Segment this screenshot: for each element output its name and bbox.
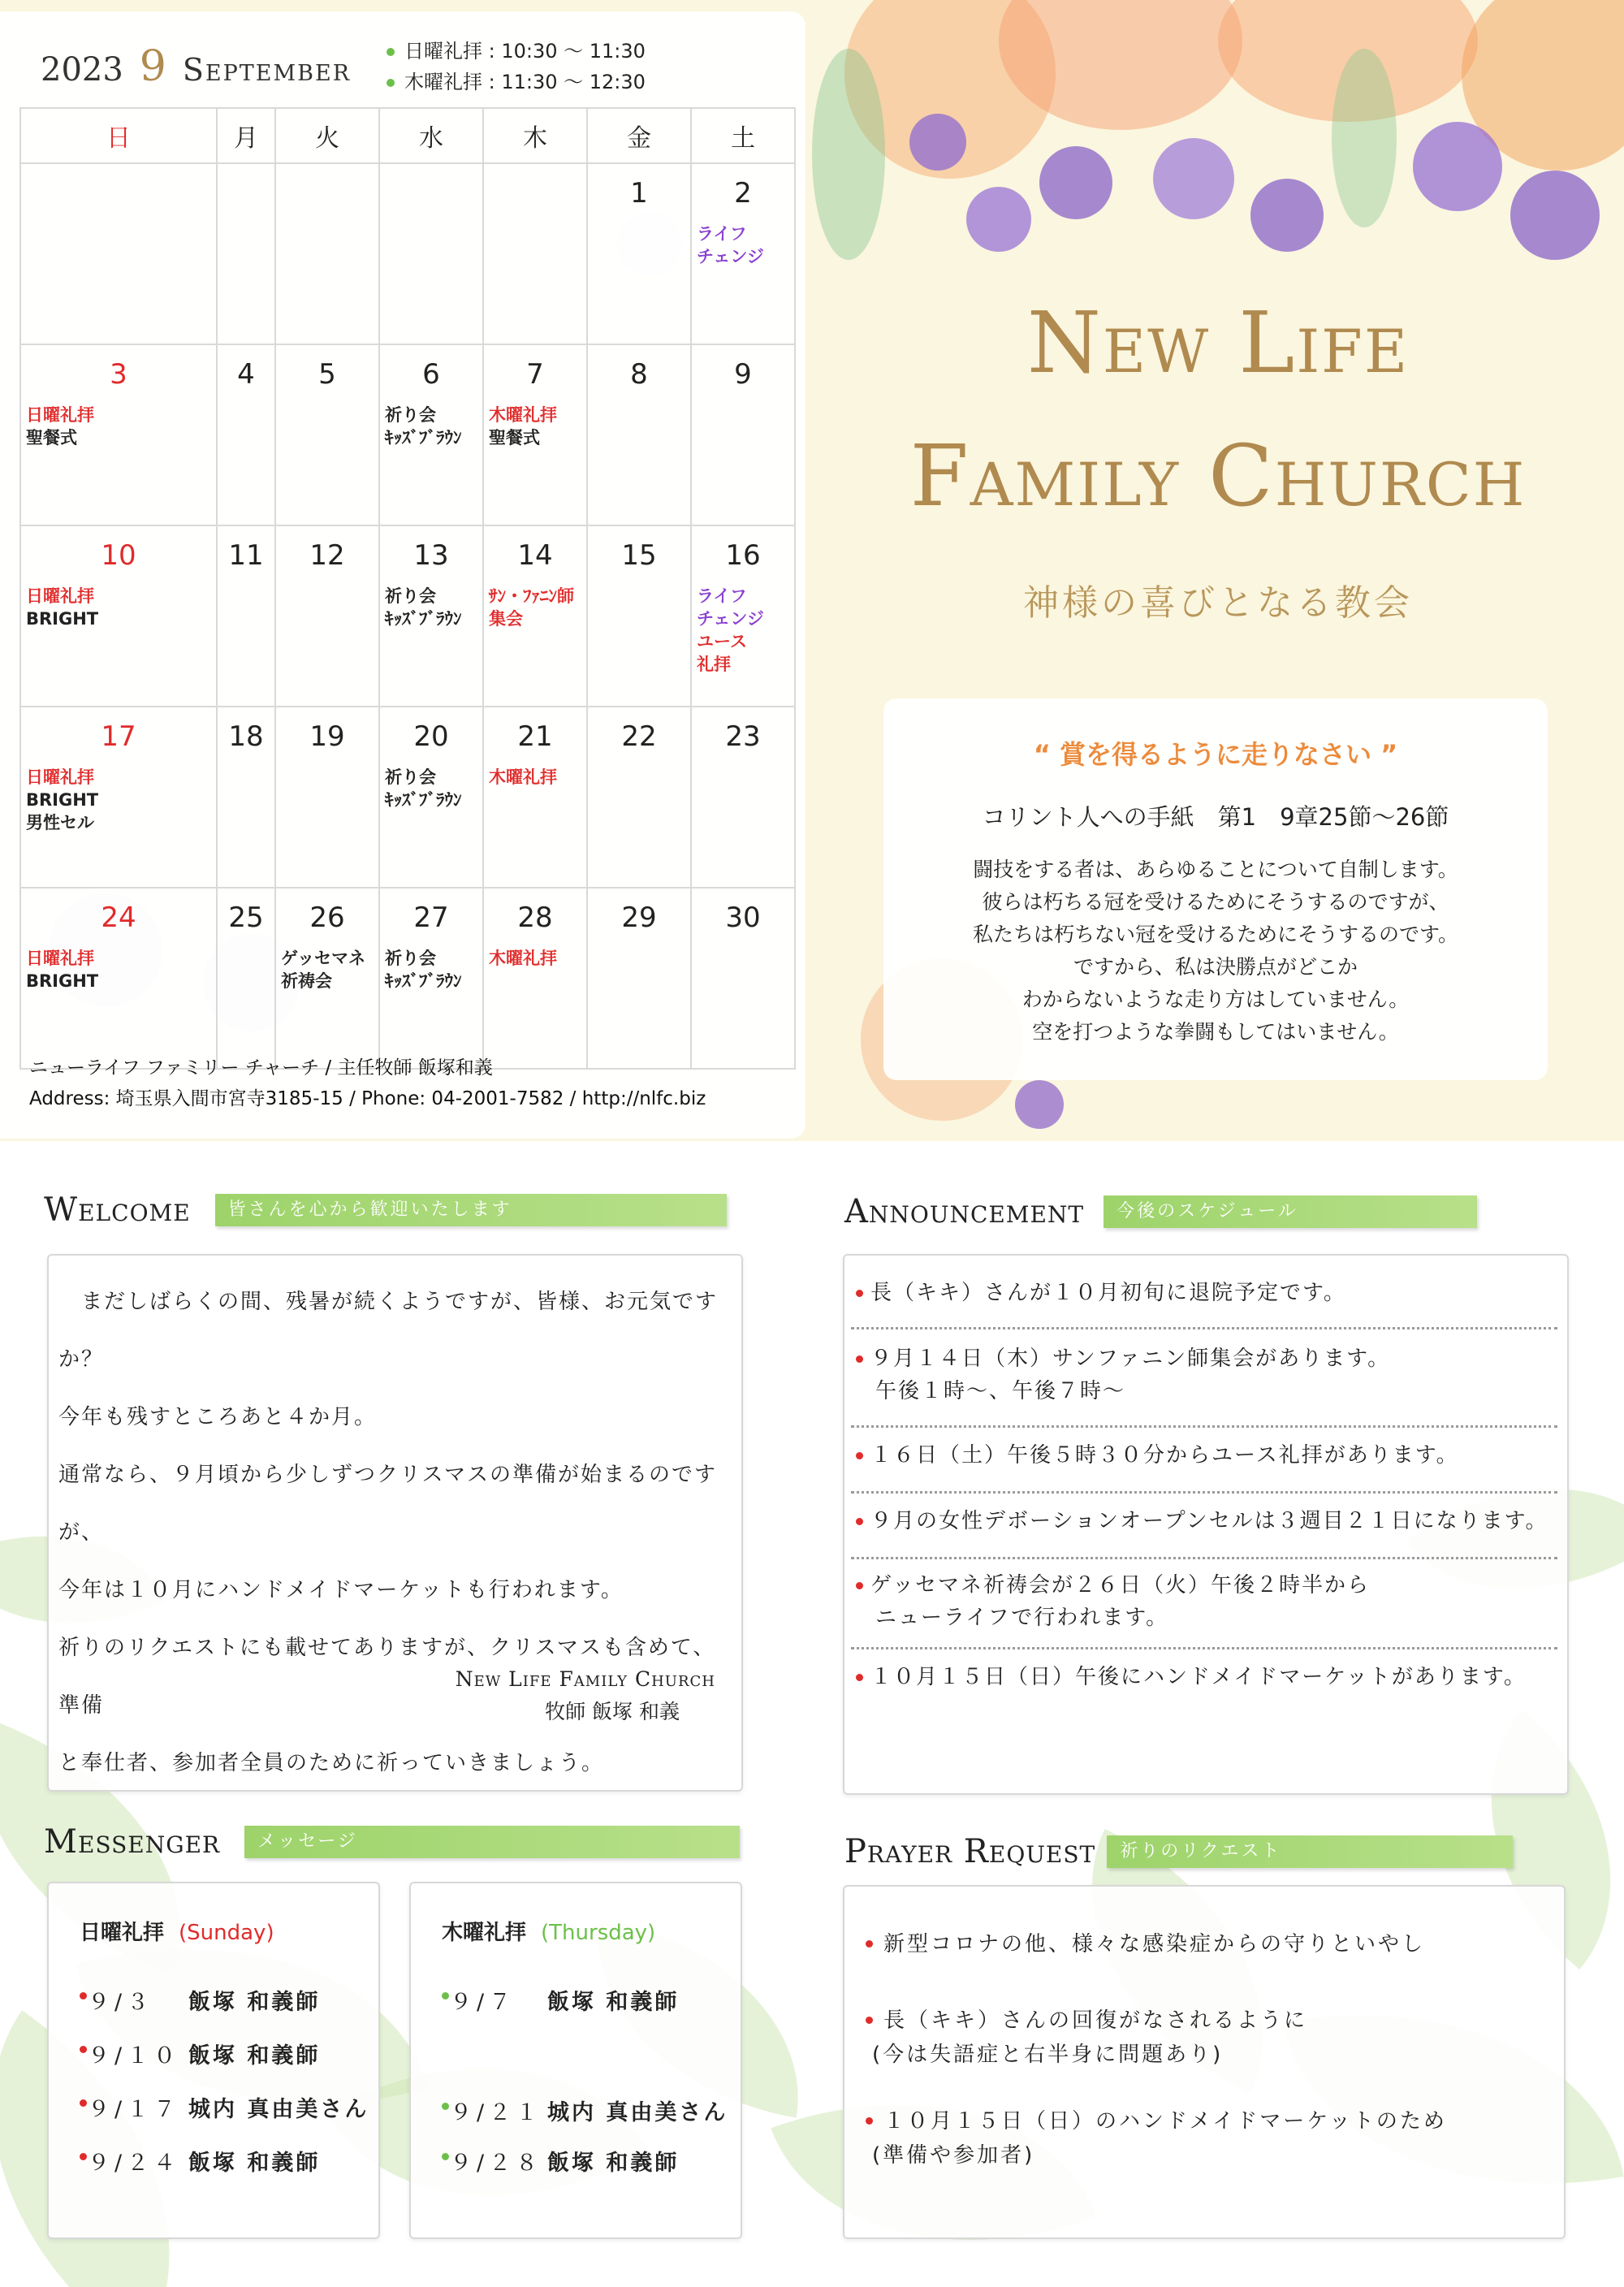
church-title	[885, 276, 1551, 543]
calendar-event: ライフ	[697, 224, 747, 244]
verse-card	[883, 698, 1548, 1080]
church-title-line1: New Life	[1026, 293, 1410, 392]
sunday-messenger-name: 飯塚 和義師	[188, 1990, 321, 2015]
calendar-event: ユース	[697, 632, 747, 651]
day-number: 8	[630, 358, 648, 391]
welcome-header	[44, 1191, 727, 1229]
calendar-event: ライフ	[697, 586, 747, 606]
calendar-event: 礼拝	[697, 655, 731, 674]
sunday-date: ９/１０	[88, 2043, 181, 2069]
calendar-week-row	[20, 525, 795, 707]
sunday-date: ９/２４	[88, 2151, 181, 2176]
calendar-event: 男性セル	[26, 813, 94, 832]
day-number: 27	[413, 901, 449, 934]
announcement-line: ゲッセマネ祈祷会が２６日（火）午後２時半から	[870, 1573, 1370, 1597]
announcement-line: ニューライフで行われます。	[875, 1606, 1169, 1630]
weekday-header-row	[20, 108, 795, 163]
calendar-grid	[19, 107, 796, 1070]
day-number: 29	[621, 901, 657, 934]
welcome-line: 祈りのリクエストにも載せてありますが、クリスマスも含めて、準備	[58, 1636, 716, 1718]
sunday-date: ９/３	[88, 1990, 154, 2015]
church-title-line2: Family Church	[909, 426, 1527, 525]
calendar-day-cell	[217, 344, 275, 525]
weekday-5: 金	[587, 108, 691, 163]
thursday-date: ９/７	[450, 1990, 516, 2015]
day-number: 26	[309, 901, 345, 934]
day-number: 18	[228, 720, 264, 753]
calendar-day-cell	[20, 707, 217, 888]
calendar-day-cell	[483, 525, 587, 707]
day-number: 25	[228, 901, 264, 934]
calendar-day-cell	[275, 888, 379, 1069]
bullet-icon	[856, 1518, 863, 1525]
day-number: 23	[725, 720, 761, 753]
calendar-day-cell	[483, 888, 587, 1069]
church-subtitle: 神様の喜びとなる教会	[1023, 582, 1413, 624]
day-number: 15	[621, 539, 657, 572]
messenger-sunday-box	[47, 1882, 380, 2239]
bullet-icon	[856, 1290, 863, 1297]
announcement-line: ９月の女性デボーションオープンセルは３週目２１日になります。	[870, 1509, 1548, 1533]
calendar-event: チェンジ	[697, 247, 764, 266]
day-number: 16	[725, 539, 761, 572]
calendar-event: 木曜礼拝	[489, 949, 557, 968]
bullet-icon	[856, 1355, 863, 1363]
calendar-event: 日曜礼拝	[26, 767, 94, 787]
thursday-messenger-name: 飯塚 和義師	[547, 2151, 680, 2176]
bullet-icon	[442, 2153, 449, 2160]
prayer-item	[872, 2104, 1447, 2172]
sunday-messenger-name: 飯塚 和義師	[188, 2151, 321, 2176]
prayer-item	[872, 2004, 1307, 2072]
day-number: 14	[517, 539, 553, 572]
calendar-day-cell	[691, 344, 795, 525]
calendar-event: 日曜礼拝	[26, 949, 94, 968]
announcement-item	[851, 1269, 1557, 1329]
sunday-messenger-name: 城内 真由美さん	[188, 2097, 369, 2122]
calendar-day-cell	[691, 163, 795, 344]
day-number: 24	[101, 901, 136, 934]
calendar-event: ｷｯｽﾞﾌﾞﾗｳﾝ	[385, 971, 462, 991]
day-number: 17	[101, 720, 136, 753]
announcement-line: １０月１５日（日）午後にハンドメイドマーケットがあります。	[870, 1665, 1527, 1689]
verse-reference: コリント人への手紙 第1 9章25節～26節	[982, 803, 1449, 831]
calendar-day-cell	[275, 344, 379, 525]
day-number: 13	[413, 539, 449, 572]
church-contact-footer	[29, 1053, 706, 1114]
calendar-event: 聖餐式	[26, 428, 77, 447]
calendar-event: ｷｯｽﾞﾌﾞﾗｳﾝ	[385, 790, 462, 810]
prayer-line: 長（キキ）さんの回復がなされるように	[883, 2008, 1308, 2033]
bullet-icon	[866, 2117, 873, 2125]
messenger-title: Messenger	[44, 1823, 221, 1861]
sunday-messenger-row	[88, 1984, 320, 2016]
prayer-header	[844, 1833, 1513, 1870]
bullet-icon	[856, 1582, 863, 1589]
welcome-line: まだしばらくの間、残暑が続くようですが、皆様、お元気ですか？	[58, 1290, 719, 1372]
bullet-icon	[80, 2046, 87, 2053]
calendar-day-cell	[587, 344, 691, 525]
calendar-day-cell	[691, 525, 795, 707]
thursday-messenger-name: 城内 真由美さん	[547, 2100, 728, 2125]
welcome-box	[47, 1254, 743, 1792]
announcement-title: Announcement	[844, 1193, 1085, 1230]
calendar-event: ｻﾝ・ﾌｧﾆﾝ師	[489, 586, 574, 606]
weekday-2: 火	[275, 108, 379, 163]
day-number: 4	[237, 358, 255, 391]
calendar-day-cell	[20, 888, 217, 1069]
calendar-day-cell	[379, 344, 483, 525]
calendar-event: 集会	[489, 609, 523, 629]
calendar-week-row	[20, 344, 795, 525]
thursday-messenger-row	[450, 2095, 728, 2126]
sunday-messenger-row	[88, 2145, 320, 2177]
calendar-event: ｷｯｽﾞﾌﾞﾗｳﾝ	[385, 609, 462, 629]
day-number: 3	[110, 358, 127, 391]
weekday-0: 日	[20, 108, 217, 163]
day-number: 6	[422, 358, 440, 391]
calendar-day-cell	[587, 888, 691, 1069]
day-number: 30	[725, 901, 761, 934]
announcement-header	[844, 1193, 1477, 1230]
calendar-day-cell	[587, 707, 691, 888]
service-times	[387, 36, 646, 97]
prayer-line: １０月１５日（日）のハンドメイドマーケットのため	[883, 2109, 1447, 2134]
announcement-box	[843, 1254, 1569, 1795]
calendar-event: BRIGHT	[26, 609, 99, 629]
verse-line: 彼らは朽ちる冠を受けるためにそうするのですが、	[982, 890, 1449, 914]
weekday-6: 土	[691, 108, 795, 163]
bullet-icon	[387, 79, 395, 87]
day-number: 9	[734, 358, 752, 391]
calendar-event: ｷｯｽﾞﾌﾞﾗｳﾝ	[385, 428, 462, 447]
calendar-week-row	[20, 888, 795, 1069]
calendar-event: チェンジ	[697, 609, 764, 629]
sunday-messenger-row	[88, 2091, 369, 2123]
calendar-day-cell	[275, 163, 379, 344]
calendar-event: ゲッセマネ	[281, 949, 366, 968]
calendar-day-cell	[587, 163, 691, 344]
calendar-day-cell	[379, 163, 483, 344]
verse-line: ですから、私は決勝点がどこか	[1073, 955, 1358, 979]
welcome-sign-church: New Life Family Church	[455, 1667, 715, 1691]
day-number: 7	[526, 358, 544, 391]
calendar-week-row	[20, 707, 795, 888]
calendar-day-cell	[217, 888, 275, 1069]
calendar-event: 祈り会	[385, 949, 436, 968]
welcome-signature	[456, 1663, 715, 1728]
calendar-card	[0, 11, 806, 1139]
announcement-item	[851, 1494, 1557, 1559]
calendar-month-number: 9	[139, 42, 166, 91]
verse-line: わからないような走り方はしていません。	[1021, 988, 1410, 1011]
calendar-event: 祈祷会	[281, 971, 332, 991]
welcome-line: 今年も残すところあと４か月。	[58, 1405, 378, 1429]
announcement-item	[851, 1649, 1557, 1705]
welcome-line: 通常なら、９月頃から少しずつクリスマスの準備が始まるのですが、	[58, 1463, 717, 1545]
bullet-icon	[80, 1992, 87, 2000]
sunday-messenger-name: 飯塚 和義師	[188, 2043, 321, 2069]
welcome-title: Welcome	[44, 1191, 191, 1229]
thursday-date: ９/２８	[450, 2151, 543, 2176]
day-number: 12	[309, 539, 345, 572]
day-number: 20	[413, 720, 449, 753]
calendar-event: BRIGHT	[26, 971, 99, 991]
verse-line: 私たちは朽ちない冠を受けるためにそうするのです。	[972, 923, 1458, 946]
calendar-day-cell	[20, 344, 217, 525]
bullet-icon	[866, 2017, 873, 2024]
calendar-day-cell	[483, 163, 587, 344]
announcement-item	[851, 1428, 1557, 1494]
day-number: 22	[621, 720, 657, 753]
day-number: 2	[734, 177, 752, 210]
welcome-line: 今年は１０月にハンドメイドマーケットも行われます。	[58, 1578, 624, 1602]
church-name-pastor: ニューライフ ファミリー チャーチ / 主任牧師 飯塚和義	[29, 1057, 493, 1079]
calendar-day-cell	[20, 163, 217, 344]
verse-title: “ 賞を得るように走りなさい ”	[1033, 739, 1398, 770]
calendar-year: 2023	[41, 51, 123, 89]
service-time-sunday: 日曜礼拝 : 10:30 ～ 11:30	[387, 36, 646, 67]
messenger-tag: メッセージ	[244, 1826, 740, 1858]
church-address: Address: 埼玉県入間市宮寺3185-15 / Phone: 04-2001-7582 / http://nlfc.biz	[29, 1088, 706, 1109]
calendar-event: 祈り会	[385, 586, 436, 606]
calendar-day-cell	[275, 707, 379, 888]
announcement-line: １６日（土）午後５時３０分からユース礼拝があります。	[870, 1443, 1459, 1468]
calendar-day-cell	[217, 163, 275, 344]
bullet-icon	[442, 1992, 449, 2000]
day-number: 19	[309, 720, 345, 753]
messenger-header	[44, 1823, 740, 1861]
service-time-thursday: 木曜礼拝 : 11:30 ～ 12:30	[387, 67, 646, 97]
bullet-icon	[80, 2153, 87, 2160]
calendar-event: 日曜礼拝	[26, 405, 94, 425]
messenger-thursday-box	[409, 1882, 742, 2239]
announcement-line: ９月１４日（木）サンファニン師集会があります。	[870, 1347, 1391, 1371]
thursday-heading: 木曜礼拝 (Thursday)	[442, 1921, 656, 1945]
top-panel	[0, 0, 1624, 1141]
day-number: 11	[228, 539, 264, 572]
welcome-sign-pastor: 牧師 飯塚 和義	[545, 1700, 680, 1723]
welcome-tag: 皆さんを心から歓迎いたします	[215, 1194, 727, 1226]
calendar-event: 祈り会	[385, 405, 436, 425]
thursday-messenger-row	[450, 2145, 679, 2177]
welcome-line: と奉仕者、参加者全員のために祈っていきましょう。	[58, 1751, 605, 1775]
bullet-icon	[866, 1940, 873, 1948]
calendar-day-cell	[379, 707, 483, 888]
calendar-header	[41, 42, 351, 91]
bullet-icon	[856, 1674, 863, 1681]
weekday-4: 木	[483, 108, 587, 163]
bullet-icon	[387, 48, 395, 56]
calendar-day-cell	[217, 525, 275, 707]
sunday-messenger-row	[88, 2038, 320, 2069]
verse-body	[883, 854, 1548, 1048]
announcement-item	[851, 1329, 1557, 1428]
calendar-event: 祈り会	[385, 767, 436, 787]
prayer-box	[843, 1885, 1566, 2239]
calendar-day-cell	[483, 344, 587, 525]
day-number: 5	[318, 358, 336, 391]
verse-line: 空を打つような拳闘もしてはいません。	[1032, 1020, 1399, 1044]
day-number: 21	[517, 720, 553, 753]
calendar-event: BRIGHT	[26, 790, 99, 810]
weekday-3: 水	[379, 108, 483, 163]
thursday-messenger-name: 飯塚 和義師	[547, 1990, 680, 2015]
calendar-month-name: September	[182, 52, 352, 88]
sunday-heading: 日曜礼拝 (Sunday)	[80, 1921, 274, 1945]
calendar-day-cell	[587, 525, 691, 707]
calendar-day-cell	[379, 888, 483, 1069]
calendar-day-cell	[483, 707, 587, 888]
prayer-line: (今は失語症と右半身に問題あり)	[872, 2043, 1224, 2067]
announcement-item	[851, 1559, 1557, 1649]
calendar-week-row	[20, 163, 795, 344]
calendar-day-cell	[20, 525, 217, 707]
calendar-event: 木曜礼拝	[489, 405, 557, 425]
prayer-line: 新型コロナの他、様々な感染症からの守りといやし	[883, 1932, 1426, 1956]
day-number: 1	[630, 177, 648, 210]
announcement-list	[851, 1269, 1557, 1705]
announcement-line: 午後１時～、午後７時～	[875, 1379, 1126, 1403]
bullet-icon	[856, 1452, 863, 1459]
announcement-line: 長（キキ）さんが１０月初旬に退院予定です。	[870, 1281, 1346, 1305]
verse-line: 闘技をする者は、あらゆることについて自制します。	[973, 858, 1458, 881]
calendar-body	[20, 163, 795, 1069]
calendar-event: 聖餐式	[489, 428, 540, 447]
bottom-panel	[0, 1141, 1624, 2287]
day-number: 28	[517, 901, 553, 934]
announcement-tag: 今後のスケジュール	[1104, 1195, 1477, 1228]
calendar-day-cell	[691, 888, 795, 1069]
thursday-date: ９/２１	[450, 2100, 543, 2125]
bullet-icon	[442, 2103, 449, 2110]
prayer-tag: 祈りのリクエスト	[1107, 1835, 1513, 1868]
calendar-day-cell	[275, 525, 379, 707]
weekday-1: 月	[217, 108, 275, 163]
calendar-day-cell	[379, 525, 483, 707]
day-number: 10	[101, 539, 136, 572]
bullet-icon	[80, 2099, 87, 2107]
calendar-event: 日曜礼拝	[26, 586, 94, 606]
sunday-date: ９/１７	[88, 2097, 181, 2122]
prayer-title: Prayer Request	[844, 1833, 1096, 1870]
prayer-line: (準備や参加者)	[872, 2143, 1035, 2168]
calendar-event: 木曜礼拝	[489, 767, 557, 787]
calendar-day-cell	[691, 707, 795, 888]
thursday-messenger-row	[450, 1984, 679, 2016]
prayer-item	[872, 1927, 1425, 1961]
calendar-day-cell	[217, 707, 275, 888]
